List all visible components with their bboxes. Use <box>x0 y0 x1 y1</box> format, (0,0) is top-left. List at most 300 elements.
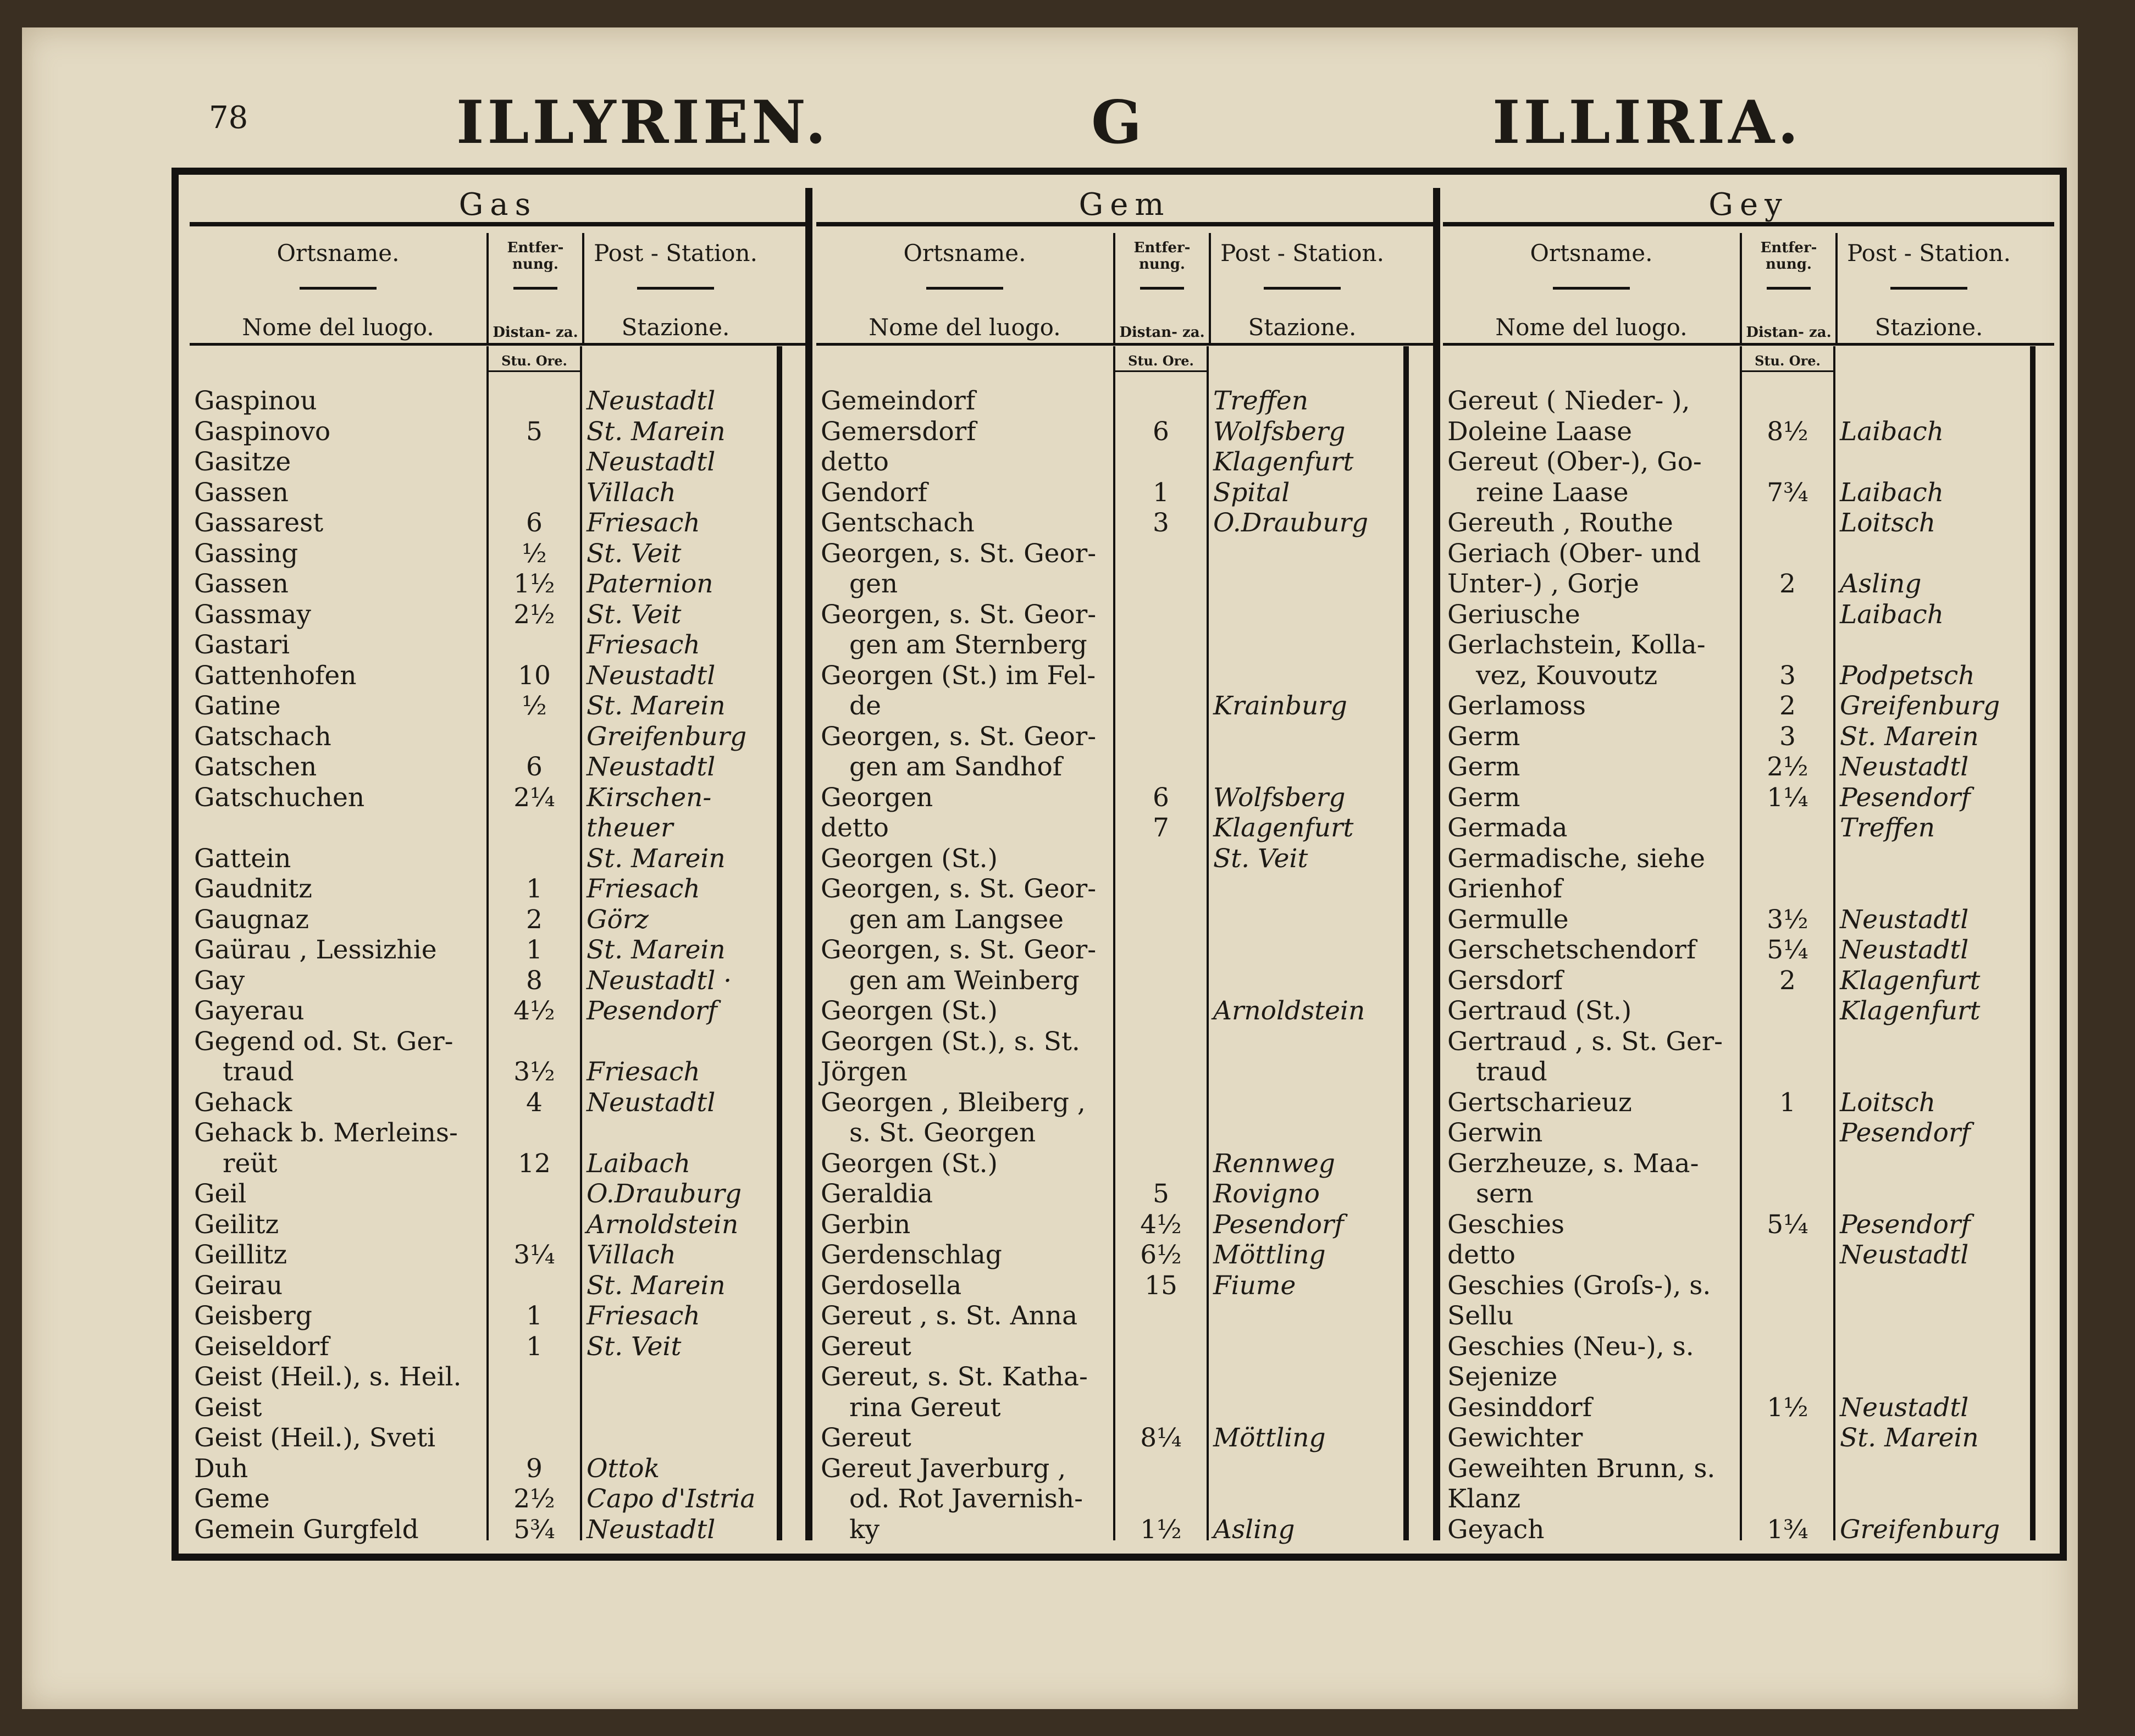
place-name: Geweihten Brunn, s. <box>1447 1453 1716 1484</box>
table-row <box>1443 722 2030 752</box>
post-station: Pesendorf <box>1213 1209 1344 1240</box>
table-row <box>816 508 1403 539</box>
post-station: Fiume <box>1213 1270 1296 1301</box>
post-station: Greifenburg <box>587 721 747 752</box>
place-name: Gentschach <box>821 508 975 538</box>
table-row <box>1443 630 2030 661</box>
place-name: ky <box>849 1514 880 1545</box>
table-row <box>1443 935 2030 966</box>
col-header-station <box>582 233 769 343</box>
place-name: Germ <box>1447 782 1520 813</box>
table-row <box>816 1210 1403 1240</box>
place-name: Gehack <box>194 1087 292 1118</box>
table-row <box>190 1057 777 1088</box>
place-name: Germulle <box>1447 904 1569 935</box>
post-station: St. Veit <box>587 599 682 630</box>
place-name: Unter-) , Gorje <box>1447 569 1639 599</box>
distance: 1 <box>526 1331 543 1362</box>
place-name: Germ <box>1447 721 1520 752</box>
header-station-de: Post - Station. <box>1220 240 1384 267</box>
post-station: Klagenfurt <box>1840 996 1981 1026</box>
post-station: Asling <box>1840 569 1922 599</box>
post-station: Friesach <box>587 630 700 660</box>
place-name: vez, Kouvoutz <box>1476 660 1658 691</box>
place-name: Gertraud (St.) <box>1447 996 1632 1026</box>
col-header-station <box>1209 233 1396 343</box>
post-station: O.Drauburg <box>587 1179 742 1209</box>
table-row <box>816 966 1403 996</box>
place-name: Gertscharieuz <box>1447 1087 1632 1118</box>
table-row <box>816 1484 1403 1515</box>
table-row <box>1443 478 2030 508</box>
post-station: Kirschen- <box>587 782 712 813</box>
table-row <box>1443 1057 2030 1088</box>
place-name: Geilitz <box>194 1209 279 1240</box>
table-row <box>190 996 777 1027</box>
place-name: Geschies <box>1447 1209 1565 1240</box>
table-row <box>190 1179 777 1210</box>
distance: 1 <box>526 1301 543 1331</box>
distance: 3½ <box>1767 904 1808 935</box>
table-row <box>816 600 1403 630</box>
table-row <box>190 752 777 783</box>
place-name: Grienhof <box>1447 874 1563 904</box>
table-row <box>190 1210 777 1240</box>
post-station: St. Veit <box>587 1331 682 1362</box>
post-station: Friesach <box>587 874 700 904</box>
table-row <box>1443 1484 2030 1515</box>
post-station: Villach <box>587 477 676 508</box>
place-name: Gegend od. St. Ger- <box>194 1026 453 1057</box>
post-station: Laibach <box>587 1148 690 1179</box>
place-name: Georgen, s. St. Geor- <box>821 935 1097 965</box>
place-name: Gatschuchen <box>194 782 365 813</box>
place-name: Georgen <box>821 782 933 813</box>
post-station: O.Drauburg <box>1213 508 1369 538</box>
table-row <box>190 813 777 844</box>
table-row <box>816 1454 1403 1484</box>
post-station: Villach <box>587 1240 676 1270</box>
place-name: Gereut (Ober-), Go- <box>1447 447 1702 477</box>
place-name: Gastari <box>194 630 290 660</box>
place-name: gen am Sternberg <box>849 630 1087 660</box>
place-name: Geschies (Groſs-), s. <box>1447 1270 1711 1301</box>
heading-letter: G <box>1091 88 1146 157</box>
distance: 12 <box>518 1148 551 1179</box>
distance: 2 <box>1779 569 1796 599</box>
table-row <box>190 569 777 600</box>
table-row <box>1443 1271 2030 1301</box>
place-name: Gemein Gurgfeld <box>194 1514 419 1545</box>
table-row <box>816 1423 1403 1454</box>
panel-divider <box>1433 188 1440 1540</box>
table-row <box>190 600 777 630</box>
distance-units: Stu. Ore. <box>1115 353 1207 372</box>
post-station: Neustadtl <box>587 752 716 782</box>
distance: 5¾ <box>513 1514 555 1545</box>
panel-title: Gas <box>190 188 806 226</box>
place-name: Gassen <box>194 569 289 599</box>
distance: 4½ <box>513 996 555 1026</box>
panel-gem <box>816 187 1433 1545</box>
distance: 10 <box>518 660 551 691</box>
table-row <box>1443 1179 2030 1210</box>
header-rule <box>926 287 1003 290</box>
header-dist-it: Distan- za. <box>493 324 578 341</box>
distance: 6 <box>1153 416 1169 447</box>
place-name: Gemeindorf <box>821 386 976 416</box>
table-row <box>816 722 1403 752</box>
place-name: Georgen, s. St. Geor- <box>821 874 1097 904</box>
place-name: Gereuth , Routhe <box>1447 508 1673 538</box>
post-station: Spital <box>1213 477 1290 508</box>
distance: 5¼ <box>1767 1209 1808 1240</box>
distance: 7¾ <box>1767 477 1808 508</box>
place-name: reine Laase <box>1476 477 1629 508</box>
place-name: Geist <box>194 1392 262 1423</box>
column-rule <box>1403 346 1409 1540</box>
place-name: gen am Sandhof <box>849 752 1063 782</box>
table-frame <box>172 168 2067 1561</box>
post-station: Loitsch <box>1840 1087 1936 1118</box>
place-name: sern <box>1476 1179 1534 1209</box>
post-station: Möttling <box>1213 1423 1326 1453</box>
distance: 2¼ <box>513 782 555 813</box>
entry-list <box>190 386 777 1545</box>
table-row <box>190 905 777 935</box>
table-row <box>190 1362 777 1393</box>
table-row <box>1443 1393 2030 1423</box>
table-row <box>1443 386 2030 417</box>
distance: 6½ <box>1140 1240 1182 1270</box>
place-name: Germadische, siehe <box>1447 843 1705 874</box>
place-name: Gemersdorf <box>821 416 976 447</box>
distance: 2 <box>1779 965 1796 996</box>
distance: 7 <box>1153 813 1169 843</box>
header-dist-de: Entfer- nung. <box>1133 240 1191 273</box>
place-name: Gehack b. Merleins- <box>194 1118 458 1148</box>
place-name: gen am Langsee <box>849 904 1064 935</box>
col-header-distance <box>486 233 584 343</box>
place-name: Germ <box>1447 752 1520 782</box>
distance: 6 <box>526 508 543 538</box>
table-row <box>190 1423 777 1454</box>
table-row <box>1443 874 2030 905</box>
table-row <box>816 478 1403 508</box>
table-row <box>1443 508 2030 539</box>
column-rule <box>777 346 782 1540</box>
header-rule <box>637 287 714 290</box>
table-row <box>190 1301 777 1332</box>
post-station: Treffen <box>1840 813 1935 843</box>
place-name: Georgen (St.) <box>821 843 998 874</box>
table-row <box>816 1027 1403 1057</box>
place-name: Georgen (St.), s. St. <box>821 1026 1080 1057</box>
table-row <box>190 1118 777 1149</box>
table-row <box>190 508 777 539</box>
col-header-distance <box>1113 233 1211 343</box>
distance: 5¼ <box>1767 935 1808 965</box>
distance: 8¼ <box>1140 1423 1182 1453</box>
place-name: Geriusche <box>1447 599 1580 630</box>
post-station: Greifenburg <box>1840 691 2000 721</box>
place-name: Sellu <box>1447 1301 1514 1331</box>
table-row <box>1443 1332 2030 1362</box>
distance: 2½ <box>513 1484 555 1514</box>
header-rule <box>1767 287 1811 290</box>
post-station: Neustadtl · <box>587 965 732 996</box>
col-header-name <box>816 233 1113 343</box>
distance: 9 <box>526 1453 543 1484</box>
place-name: Gattenhofen <box>194 660 357 691</box>
table-row <box>1443 539 2030 569</box>
place-name: Geschies (Neu-), s. <box>1447 1331 1694 1362</box>
post-station: Krainburg <box>1213 691 1347 721</box>
place-name: Gassmay <box>194 599 311 630</box>
table-row <box>816 447 1403 478</box>
place-name: Geriach (Ober- und <box>1447 538 1701 569</box>
place-name: Gereut ( Nieder- ), <box>1447 386 1690 416</box>
table-row <box>190 417 777 447</box>
place-name: gen am Weinberg <box>849 965 1080 996</box>
table-row <box>816 1301 1403 1332</box>
table-row <box>816 1332 1403 1362</box>
distance: 3½ <box>513 1057 555 1087</box>
post-station: Pesendorf <box>1840 782 1971 813</box>
place-name: Gatschen <box>194 752 317 782</box>
post-station: Capo d'Istria <box>587 1484 756 1514</box>
post-station: Arnoldstein <box>587 1209 739 1240</box>
place-name: Gassen <box>194 477 289 508</box>
post-station: Treffen <box>1213 386 1309 416</box>
table-row <box>190 966 777 996</box>
header-rule <box>1553 287 1630 290</box>
place-name: Germada <box>1447 813 1568 843</box>
post-station: Pesendorf <box>587 996 717 1026</box>
place-name: Gereut, s. St. Katha- <box>821 1362 1088 1392</box>
table-row <box>816 752 1403 783</box>
header-rule <box>300 287 377 290</box>
table-row <box>190 1515 777 1545</box>
table-row <box>816 1088 1403 1118</box>
place-name: Gereut <box>821 1423 911 1453</box>
place-name: Gassing <box>194 538 298 569</box>
header-station-it: Stazione. <box>1248 314 1357 341</box>
place-name: Doleine Laase <box>1447 416 1633 447</box>
table-row <box>816 1362 1403 1393</box>
table-row <box>1443 1118 2030 1149</box>
post-station: theuer <box>587 813 673 843</box>
table-row <box>816 1240 1403 1271</box>
place-name: detto <box>821 447 889 477</box>
distance: 1½ <box>513 569 555 599</box>
place-name: Georgen (St.) im Fel- <box>821 660 1096 691</box>
distance: 1½ <box>1767 1392 1808 1423</box>
distance: 2½ <box>1767 752 1808 782</box>
table-row <box>1443 996 2030 1027</box>
post-station: Paternion <box>587 569 713 599</box>
place-name: Geil <box>194 1179 247 1209</box>
place-name: Duh <box>194 1453 248 1484</box>
table-row <box>190 1240 777 1271</box>
header-dist-de: Entfer- nung. <box>1760 240 1817 273</box>
col-header-station <box>1835 233 2022 343</box>
post-station: Neustadtl <box>1840 1240 1969 1270</box>
table-row <box>190 1027 777 1057</box>
place-name: Gendorf <box>821 477 927 508</box>
post-station: Pesendorf <box>1840 1209 1971 1240</box>
col-header-name <box>190 233 486 343</box>
post-station: Arnoldstein <box>1213 996 1365 1026</box>
table-row <box>1443 1027 2030 1057</box>
table-row <box>190 661 777 691</box>
table-row <box>816 1393 1403 1423</box>
post-station: Wolfsberg <box>1213 782 1346 813</box>
post-station: Rovigno <box>1213 1179 1320 1209</box>
table-row <box>1443 844 2030 874</box>
table-row <box>190 874 777 905</box>
post-station: St. Marein <box>1840 721 1979 752</box>
distance: ½ <box>522 691 547 721</box>
place-name: Georgen, s. St. Geor- <box>821 538 1097 569</box>
table-row <box>1443 1454 2030 1484</box>
distance-units: Stu. Ore. <box>489 353 580 372</box>
place-name: Gereut <box>821 1331 911 1362</box>
header-name-it: Nome del luogo. <box>869 314 1061 341</box>
place-name: Geiseldorf <box>194 1331 329 1362</box>
place-name: Geist (Heil.), Sveti <box>194 1423 436 1453</box>
place-name: Gerdosella <box>821 1270 962 1301</box>
place-name: Klanz <box>1447 1484 1521 1514</box>
header-name-de: Ortsname. <box>903 240 1026 267</box>
distance: 15 <box>1144 1270 1177 1301</box>
column-rule <box>2030 346 2036 1540</box>
table-row <box>190 1393 777 1423</box>
place-name: Geillitz <box>194 1240 287 1270</box>
table-row <box>816 1271 1403 1301</box>
place-name: Gerwin <box>1447 1118 1543 1148</box>
table-row <box>190 722 777 752</box>
column-headers <box>816 233 1433 346</box>
table-row <box>1443 1088 2030 1118</box>
table-row <box>816 996 1403 1027</box>
place-name: Gay <box>194 965 245 996</box>
post-station: Ottok <box>587 1453 660 1484</box>
table-row <box>1443 691 2030 722</box>
place-name: Gattein <box>194 843 291 874</box>
post-station: Podpetsch <box>1840 660 1975 691</box>
table-row <box>1443 966 2030 996</box>
distance: 3 <box>1779 660 1796 691</box>
distance: 3 <box>1153 508 1169 538</box>
post-station: Neustadtl <box>587 386 716 416</box>
header-name-it: Nome del luogo. <box>242 314 434 341</box>
table-row <box>1443 1515 2030 1545</box>
place-name: Geirau <box>194 1270 283 1301</box>
post-station: Klagenfurt <box>1840 965 1981 996</box>
place-name: traud <box>223 1057 294 1087</box>
header-dist-it: Distan- za. <box>1119 324 1205 341</box>
table-row <box>1443 600 2030 630</box>
place-name: Gerlachstein, Kolla- <box>1447 630 1706 660</box>
distance: 6 <box>1153 782 1169 813</box>
place-name: Gaudnitz <box>194 874 312 904</box>
place-name: detto <box>1447 1240 1515 1270</box>
table-row <box>816 905 1403 935</box>
header-dist-de: Entfer- nung. <box>507 240 564 273</box>
post-station: Pesendorf <box>1840 1118 1971 1148</box>
distance: 2 <box>1779 691 1796 721</box>
post-station: Görz <box>587 904 649 935</box>
table-row <box>190 447 777 478</box>
distance: 3¼ <box>513 1240 555 1270</box>
distance: 5 <box>526 416 543 447</box>
place-name: Gasitze <box>194 447 291 477</box>
table-row <box>1443 569 2030 600</box>
post-station: Laibach <box>1840 599 1944 630</box>
table-row <box>190 1271 777 1301</box>
table-row <box>190 691 777 722</box>
header-name-de: Ortsname. <box>276 240 400 267</box>
distance: 6 <box>526 752 543 782</box>
distance: 4½ <box>1140 1209 1182 1240</box>
post-station: St. Marein <box>587 843 726 874</box>
place-name: Gereut , s. St. Anna <box>821 1301 1078 1331</box>
post-station: Neustadtl <box>1840 935 1969 965</box>
table-row <box>816 1118 1403 1149</box>
header-rule <box>513 287 557 290</box>
place-name: de <box>849 691 881 721</box>
post-station: St. Veit <box>587 538 682 569</box>
table-row <box>816 1057 1403 1088</box>
table-row <box>816 844 1403 874</box>
place-name: Gewichter <box>1447 1423 1583 1453</box>
distance: 1 <box>526 874 543 904</box>
distance: 1 <box>1779 1087 1796 1118</box>
header-name-it: Nome del luogo. <box>1495 314 1688 341</box>
post-station: Neustadtl <box>587 1087 716 1118</box>
table-row <box>816 661 1403 691</box>
place-name: od. Rot Javernish- <box>849 1484 1083 1514</box>
table-row <box>1443 1301 2030 1332</box>
table-row <box>816 1179 1403 1210</box>
table-row <box>1443 1210 2030 1240</box>
post-station: Neustadtl <box>587 447 716 477</box>
table-row <box>1443 783 2030 813</box>
place-name: Gerschetschendorf <box>1447 935 1696 965</box>
table-row <box>1443 813 2030 844</box>
panel-title: Gey <box>1443 188 2054 226</box>
place-name: Georgen (St.) <box>821 1148 998 1179</box>
table-row <box>816 1149 1403 1179</box>
table-row <box>190 935 777 966</box>
place-name: reüt <box>223 1148 278 1179</box>
post-station: Asling <box>1213 1514 1295 1545</box>
place-name: Georgen , Bleiberg , <box>821 1087 1086 1118</box>
post-station: Klagenfurt <box>1213 813 1354 843</box>
distance: 5 <box>1153 1179 1169 1209</box>
post-station: St. Marein <box>587 691 726 721</box>
place-name: Gerbin <box>821 1209 911 1240</box>
place-name: Geisberg <box>194 1301 312 1331</box>
distance: 1½ <box>1140 1514 1182 1545</box>
header-station-it: Stazione. <box>621 314 730 341</box>
table-row <box>1443 417 2030 447</box>
post-station: Neustadtl <box>587 660 716 691</box>
table-row <box>816 935 1403 966</box>
header-rule <box>1890 287 1967 290</box>
table-row <box>1443 447 2030 478</box>
